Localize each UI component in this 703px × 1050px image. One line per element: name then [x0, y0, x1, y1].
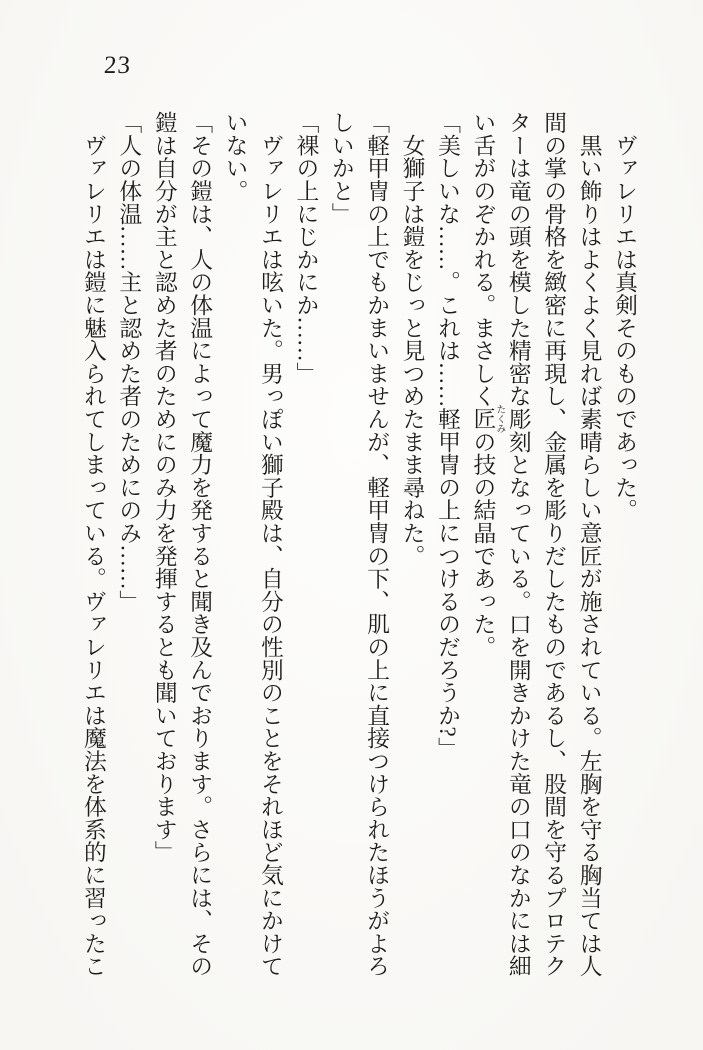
ruby-furigana: たくみ [494, 404, 506, 434]
paragraph-2-post: の技の結晶であった。 [470, 430, 496, 659]
paragraph-2-pre: 黒い飾りはよくよく見れば素晴らしい意匠が施されている。左胸を守る胸当ては人間の掌の骨格を緻密に再現し、金属を彫りだしたものであるし、股間を守るプロテクターは竜の頭を模した精密な彫刻となっている。口を開きかけた竜の口のなかには細い舌がのぞかれる。まさしく [470, 111, 602, 978]
paragraph-dialogue-4: 「その鎧は、人の体温によって魔力を発すると聞き及んでおります。さらには、その鎧は自分が主と認めた者のためにのみ力を発揮するとも聞いております」 [151, 111, 213, 978]
paragraph-narration-5: ヴァレリエは鎧に魅入られてしまっている。ヴァレリエは魔法を体系的に習ったこ [80, 111, 106, 978]
ruby-base: 匠 [470, 404, 496, 434]
paragraph-dialogue-3: 「裸の上にじかにか……」 [293, 111, 319, 385]
paragraph-narration-4: ヴァレリエは呟いた。男っぽい獅子殿は、自分の性別のことをそれほど気にかけていない。 [222, 111, 283, 978]
paragraph-dialogue-2: 「軽甲冑の上でもかまいませんが、軽甲冑の下、肌の上に直接つけられたほうがよろしいかと」 [328, 111, 390, 978]
page-number: 23 [103, 52, 132, 79]
paragraph-narration-2 [465, 111, 607, 979]
ruby-takumi [470, 404, 506, 434]
paragraph-dialogue-5: 「人の体温……主と認めた者のためにのみ……」 [116, 111, 142, 613]
paragraph-narration-3: 女獅子は鎧をじっと見つめたまま尋ねた。 [399, 111, 425, 567]
text-block [74, 111, 642, 979]
paragraph-narration-1: ヴァレリエは真剣そのものであった。 [612, 111, 637, 522]
paragraph-dialogue-1: 「美しいな……。これは……軽甲冑の上につけるのだろうか?」 [434, 111, 460, 760]
